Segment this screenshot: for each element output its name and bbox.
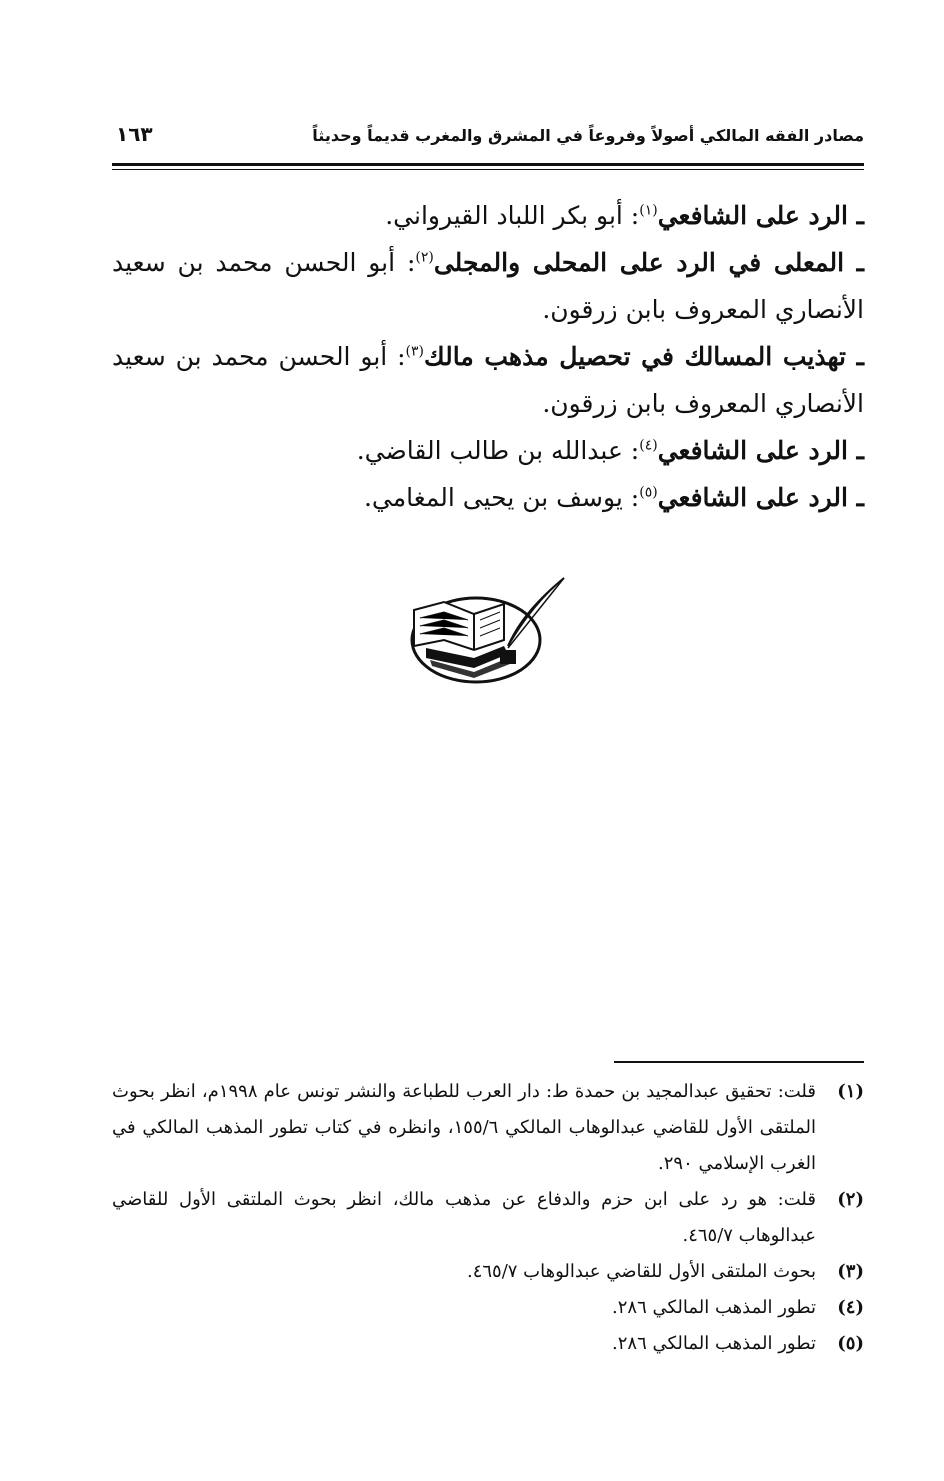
footnote-text: قلت: تحقيق عبدالمجيد بن حمدة ط: دار العرب للطباعة والنشر تونس عام ١٩٩٨م، انظر بحوث الملتقى الأول للقاضي عبدالوهاب المالكي ١٥٥/٦، وانظره في كتاب تطور المذهب المالكي في الغرب الإسلامي ٢٩٠. — [112, 1081, 817, 1174]
book-entry — [112, 474, 864, 521]
footnotes — [112, 1074, 864, 1362]
page-number: ١٦٣ — [116, 122, 153, 146]
footnote — [112, 1290, 864, 1326]
footnote-ref: (٤) — [639, 437, 658, 454]
book-author: : أبو الحسن محمد بن سعيد الأنصاري المعروف بابن زرقون. — [112, 342, 864, 418]
book-entry — [112, 333, 864, 427]
book-entry — [112, 192, 864, 239]
footnote-text: بحوث الملتقى الأول للقاضي عبدالوهاب ٤٦٥/٧. — [466, 1261, 816, 1282]
footnote — [112, 1074, 864, 1182]
book-title: ـ الرد على الشافعي — [657, 201, 864, 230]
footnote-text: تطور المذهب المالكي ٢٨٦. — [612, 1333, 816, 1354]
footnote-number: (٣) — [837, 1261, 864, 1282]
book-title: ـ تهذيب المسالك في تحصيل مذهب مالك — [424, 342, 864, 371]
footnote-ref: (٢) — [415, 249, 434, 266]
footnote-number: (١) — [837, 1081, 864, 1102]
book-author: : أبو بكر اللباد القيرواني. — [385, 201, 640, 230]
book-author: : يوسف بن يحيى المغامي. — [363, 483, 640, 512]
book-author: : عبدالله بن طالب القاضي. — [356, 436, 640, 465]
footnote-ref: (٣) — [405, 343, 425, 360]
page-header — [112, 118, 864, 160]
footnote-number: (٥) — [837, 1333, 864, 1354]
footnote-number: (٤) — [837, 1297, 864, 1318]
footnote — [112, 1182, 864, 1254]
header-rule-thick — [112, 163, 864, 166]
footnote-number: (٢) — [837, 1189, 864, 1210]
book-author: : أبو الحسن محمد بن سعيد الأنصاري المعروف بابن زرقون. — [112, 248, 864, 324]
book-entry — [112, 427, 864, 474]
book-entry — [112, 239, 864, 333]
footnote — [112, 1326, 864, 1362]
header-rule-thin — [112, 169, 864, 170]
footnote-ref: (١) — [639, 202, 658, 219]
footnote — [112, 1254, 864, 1290]
running-title: مصادر الفقه المالكي أصولاً وفروعاً في المشرق والمغرب قديماً وحديثاً — [312, 126, 864, 145]
footnote-separator — [614, 1061, 864, 1063]
footnote-ref: (٥) — [639, 484, 658, 501]
footnote-text: قلت: هو رد على ابن حزم والدفاع عن مذهب مالك، انظر بحوث الملتقى الأول للقاضي عبدالوهاب ٤٦٥/٧. — [112, 1189, 816, 1246]
book-title: ـ الرد على الشافعي — [657, 483, 864, 512]
book-title: ـ المعلى في الرد على المحلى والمجلى — [433, 248, 865, 277]
footnote-text: تطور المذهب المالكي ٢٨٦. — [612, 1297, 816, 1318]
book-and-quill-icon — [404, 574, 570, 686]
book-title: ـ الرد على الشافعي — [657, 436, 864, 465]
book-list — [112, 192, 864, 521]
